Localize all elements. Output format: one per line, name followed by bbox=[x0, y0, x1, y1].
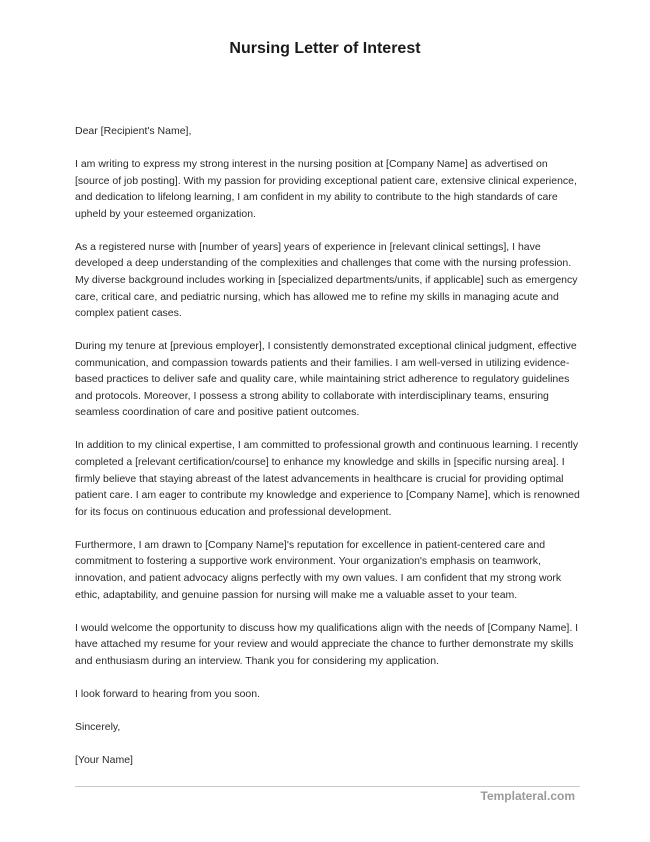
closing: Sincerely, bbox=[75, 720, 121, 733]
paragraph-3: During my tenure at [previous employer], I consistently demonstrated exceptional clinical judgment, effective communication, and compassion towards patients and their families. I am well-versed in utilizing evidence-based practices to deliver safe and quality care, while maintaining strict adherence to regulatory guidelines and protocols. Moreover, I possess a strong ability to collaborate with interdisciplinary teams, ensuring seamless coordination of care and positive patient outcomes. bbox=[75, 340, 577, 419]
paragraph-6: I would welcome the opportunity to discuss how my qualifications align with the needs of [Company Name]. I have attached my resume for your review and would appreciate the chance to further demonstrate my skills and enthusiasm during an interview. Thank you for considering my application. bbox=[75, 621, 579, 667]
page-title: Nursing Letter of Interest bbox=[229, 40, 421, 57]
paragraph-7: I look forward to hearing from you soon. bbox=[75, 687, 261, 700]
paragraph-2: As a registered nurse with [number of years] years of experience in [relevant clinical settings], I have developed a deep understanding of the complexities and challenges that come with the nursing profession. My diverse background includes working in [specialized departments/units, if applicable] such as emergency care, critical care, and pediatric nursing, which has allowed me to refine my skills in managing acute and complex patient cases. bbox=[75, 240, 578, 320]
brand-logo-text: Templateral.com bbox=[480, 789, 575, 803]
paragraph-4: In addition to my clinical expertise, I am committed to professional growth and continuous learning. I recently completed a [relevant certification/course] to enhance my knowledge and skills in [specific nursing area]. I firmly believe that staying abreast of the latest advancements in healthcare is crucial for providing optimal patient care. I am eager to contribute my knowledge and experience to [Company Name], which is renowned for its focus on continuous education and professional development. bbox=[75, 439, 580, 518]
salutation: Dear [Recipient's Name], bbox=[75, 125, 192, 137]
letter-body bbox=[75, 123, 580, 785]
paragraph-5: Furthermore, I am drawn to [Company Name]'s reputation for excellence in patient-centered care and commitment to fostering a supportive work environment. Your organization's emphasis on teamwork, innovation, and patient advocacy aligns perfectly with my own values. I am confident that my strong work ethic, adaptability, and genuine passion for nursing will make me a valuable asset to your team. bbox=[75, 538, 562, 601]
footer-divider bbox=[75, 786, 580, 787]
signature: [Your Name] bbox=[75, 753, 133, 766]
paragraph-1: I am writing to express my strong interest in the nursing position at [Company Name] as advertised on [source of job posting]. With my passion for providing exceptional patient care, extensive clinical experience, and dedication to lifelong learning, I am confident in my ability to contribute to the high standards of care upheld by your esteemed organization. bbox=[75, 157, 577, 220]
